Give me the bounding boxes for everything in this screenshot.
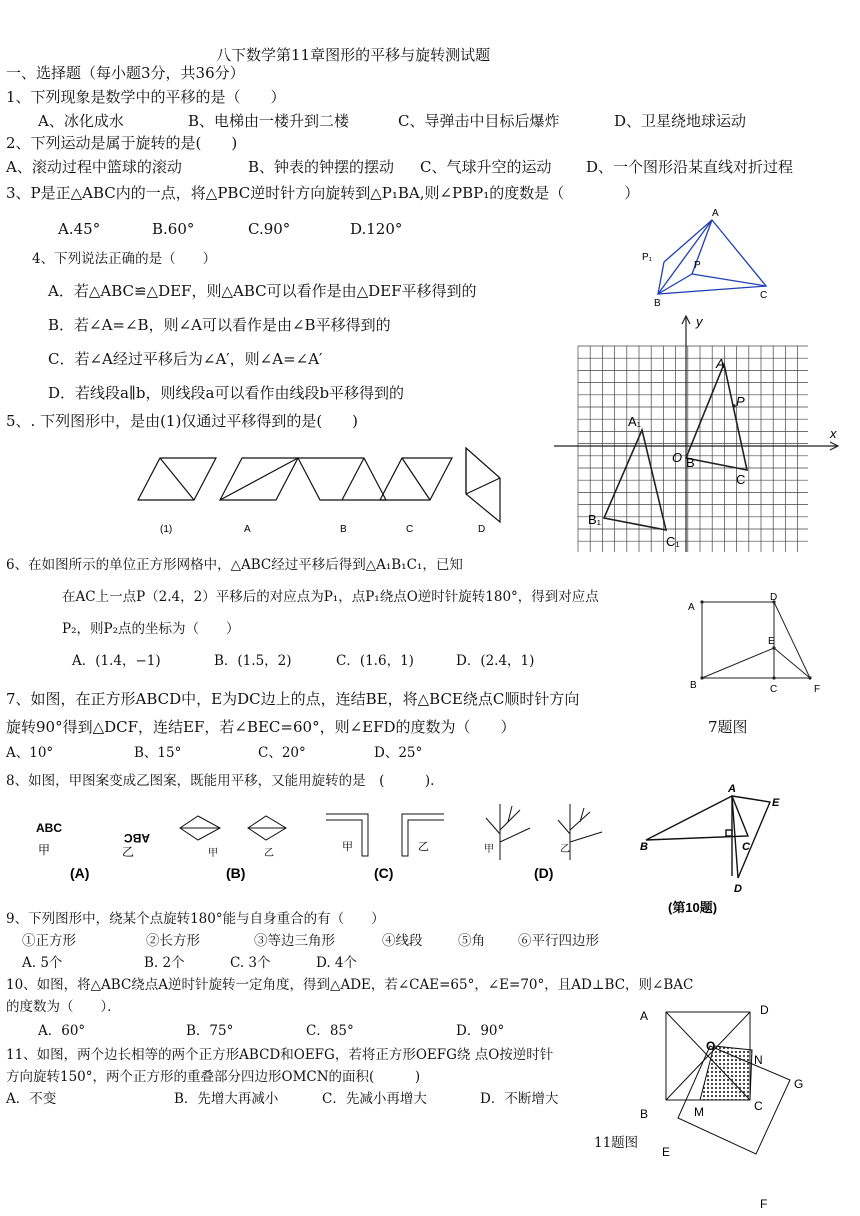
q10-triangle-figure xyxy=(636,780,796,920)
q8-pattern-figures xyxy=(30,802,620,886)
q8c-jia: 甲 xyxy=(342,841,353,853)
q8-stem: 8、如图，甲图案变成乙图案，既能用平移，又能用旋转的是 ( ). xyxy=(6,773,435,789)
q6-option-c: C．(1.6，1) xyxy=(336,653,414,669)
q10-option-c: C．85° xyxy=(306,1023,354,1039)
fig11-label-c: C xyxy=(754,1099,763,1113)
fig11-label-e: E xyxy=(662,1145,671,1159)
grid-label-a: A xyxy=(716,356,725,371)
fig7-label-a: A xyxy=(688,602,695,613)
q11-option-b: B．先增大再减小 xyxy=(174,1091,279,1107)
q11-line2: 方向旋转150°，两个正方形的重叠部分四边形OMCN的面积( ) xyxy=(6,1069,421,1085)
fig11-label-g: G xyxy=(794,1077,804,1091)
q1-option-c: C、导弹击中目标后爆炸 xyxy=(398,112,560,130)
fig7-label-b: B xyxy=(690,680,697,691)
q8d-jia: 甲 xyxy=(484,844,494,855)
q8-label-d: (D) xyxy=(534,865,554,881)
q2-option-d: D、一个图形沿某直线对折过程 xyxy=(586,158,794,176)
fig3-label-c: C xyxy=(760,290,768,301)
q8-label-b: (B) xyxy=(226,865,246,881)
fig11-label-m: M xyxy=(694,1105,704,1119)
q9-shape-1: ①正方形 xyxy=(22,933,76,949)
page-title: 八下数学第11章图形的平移与旋转测试题 xyxy=(216,46,491,64)
fig10-label-e: E xyxy=(772,797,780,809)
fig3-label-p1: P₁ xyxy=(642,252,653,263)
q6-option-a: A．(1.4，−1) xyxy=(72,653,161,669)
q3-option-a: A.45° xyxy=(58,220,101,238)
q8a-abc-rotated: ABC xyxy=(124,831,150,845)
q5-label-1: (1) xyxy=(160,524,173,535)
fig10-label-c: C xyxy=(742,841,750,853)
grid-coordinate-figure xyxy=(548,312,848,560)
fig10-label-b: B xyxy=(640,841,648,853)
fig3-label-a: A xyxy=(712,208,719,219)
q11-option-d: D．不断增大 xyxy=(480,1091,559,1107)
q3-option-d: D.120° xyxy=(350,220,403,238)
grid-label-a1: A₁ xyxy=(628,414,642,429)
q8-label-c: (C) xyxy=(374,865,394,881)
q4-stem: 4、下列说法正确的是（ ） xyxy=(32,251,217,267)
fig11-label-d: D xyxy=(760,1003,769,1017)
q8b-yi: 乙 xyxy=(264,848,274,859)
grid-label-c1: C₁ xyxy=(666,534,680,549)
fig7-label-f: F xyxy=(814,684,821,695)
q8b-jia: 甲 xyxy=(208,848,218,859)
fig10-caption: (第10题) xyxy=(668,900,718,915)
grid-label-y: y xyxy=(696,314,703,329)
q5-stem: 5、. 下列图形中，是由(1)仅通过平移得到的是( ) xyxy=(6,412,359,430)
q9-option-b: B. 2个 xyxy=(144,955,185,971)
q9-shape-4: ④线段 xyxy=(382,933,423,949)
q9-shape-6: ⑥平行四边形 xyxy=(518,933,599,949)
q3-triangle-figure xyxy=(630,200,790,310)
q8a-jia: 甲 xyxy=(38,843,51,857)
q5-label-d: D xyxy=(478,524,486,535)
fig7-label-d: D xyxy=(770,592,778,603)
q9-option-d: D. 4个 xyxy=(316,955,358,971)
q9-stem: 9、下列图形中，绕某个点旋转180°能与自身重合的有（ ） xyxy=(6,911,385,927)
grid-label-o: O xyxy=(672,450,683,465)
q6-option-d: D．(2.4，1) xyxy=(456,653,535,669)
q2-option-c: C、气球升空的运动 xyxy=(420,158,552,176)
q10-option-d: D．90° xyxy=(456,1023,505,1039)
q7-option-d: D、25° xyxy=(374,745,423,761)
fig11-label-f: F xyxy=(760,1197,768,1211)
q5-label-a: A xyxy=(244,524,251,535)
q1-option-b: B、电梯由一楼升到二楼 xyxy=(188,112,350,130)
fig11-label-o: O xyxy=(706,1039,716,1053)
q3-option-b: B.60° xyxy=(152,220,195,238)
q7-line1: 7、如图，在正方形ABCD中，E为DC边上的点，连结BE，将△BCE绕点C顺时针方向 xyxy=(6,690,580,708)
grid-label-b1: B₁ xyxy=(588,512,602,527)
q4-option-b: B．若∠A=∠B，则∠A可以看作是由∠B平移得到的 xyxy=(48,316,391,334)
q7-option-c: C、20° xyxy=(258,745,306,761)
fig7-label-e: E xyxy=(768,636,775,647)
q7-square-figure xyxy=(686,588,836,698)
q5-parallelogram-figures xyxy=(130,444,510,540)
q9-shape-3: ③等边三角形 xyxy=(254,933,335,949)
q11-caption: 11题图 xyxy=(594,1135,639,1151)
q8a-abc: ABC xyxy=(36,821,62,835)
fig11-label-b: B xyxy=(640,1107,649,1121)
q6-line3: P₂，则P₂点的坐标为（ ） xyxy=(62,621,240,637)
fig11-label-a: A xyxy=(640,1009,649,1023)
q9-option-a: A. 5个 xyxy=(22,955,63,971)
q11-line1: 11、如图，两个边长相等的两个正方形ABCD和OEFG，若将正方形OEFG绕 点O按逆时针 xyxy=(6,1047,554,1063)
q5-label-c: C xyxy=(406,524,414,535)
q11-option-c: C．先减小再增大 xyxy=(322,1091,427,1107)
grid-label-c: C xyxy=(736,472,746,487)
q1-stem: 1、下列现象是数学中的平移的是（ ） xyxy=(6,88,286,106)
q10-line1: 10、如图，将△ABC绕点A逆时针旋转一定角度，得到△ADE，若∠CAE=65°，∠E=70°，且AD⊥BC，则∠BAC xyxy=(6,977,694,993)
fig10-label-d: D xyxy=(734,883,742,895)
q9-shape-5: ⑤角 xyxy=(458,933,485,949)
q10-option-b: B．75° xyxy=(186,1023,234,1039)
q3-stem: 3、P是正△ABC内的一点，将△PBC逆时针方向旋转到△P₁BA,则∠PBP₁的度数是（ ） xyxy=(6,184,640,202)
q7-option-a: A、10° xyxy=(6,745,54,761)
q11-square-figure xyxy=(630,998,820,1212)
q8-label-a: (A) xyxy=(70,865,90,881)
q4-option-c: C．若∠A经过平移后为∠A′，则∠A=∠A′ xyxy=(48,350,323,368)
q2-stem: 2、下列运动是属于旋转的是( ) xyxy=(6,134,238,152)
q4-option-d: D．若线段a∥b，则线段a可以看作由线段b平移得到的 xyxy=(48,384,405,402)
q7-option-b: B、15° xyxy=(134,745,182,761)
fig3-label-p: P xyxy=(694,260,701,271)
q7-caption: 7题图 xyxy=(708,718,748,736)
grid-label-p: P xyxy=(736,394,745,409)
q9-option-c: C. 3个 xyxy=(230,955,271,971)
fig11-label-n: N xyxy=(754,1053,763,1067)
q1-option-d: D、卫星绕地球运动 xyxy=(614,112,747,130)
fig7-label-c: C xyxy=(770,684,778,695)
q1-option-a: A、冰化成水 xyxy=(38,112,124,130)
grid-label-x: x xyxy=(830,426,837,441)
q8d-yi: 乙 xyxy=(560,844,570,855)
grid-label-b: B xyxy=(686,455,695,470)
fig10-label-a: A xyxy=(728,783,736,795)
q7-line2: 旋转90°得到△DCF，连结EF，若∠BEC=60°，则∠EFD的度数为（ ） xyxy=(6,718,516,736)
q6-option-b: B．(1.5，2) xyxy=(214,653,292,669)
q10-option-a: A．60° xyxy=(38,1023,86,1039)
section-heading: 一、选择题（每小题3分，共36分） xyxy=(6,64,245,82)
q8c-yi: 乙 xyxy=(418,841,429,853)
q11-option-a: A．不变 xyxy=(6,1091,57,1107)
q3-option-c: C.90° xyxy=(248,220,291,238)
q4-option-a: A．若△ABC≌△DEF，则△ABC可以看作是由△DEF平移得到的 xyxy=(48,282,477,300)
q6-line1: 6、在如图所示的单位正方形网格中，△ABC经过平移后得到△A₁B₁C₁，已知 xyxy=(6,557,463,573)
q8a-yi: 乙 xyxy=(122,845,135,859)
q6-line2: 在AC上一点P（2.4，2）平移后的对应点为P₁，点P₁绕点O逆时针旋转180°，得到对应点 xyxy=(62,589,599,605)
q10-line2: 的度数为（ ）． xyxy=(6,999,121,1015)
q2-option-a: A、滚动过程中篮球的滚动 xyxy=(6,158,182,176)
q5-label-b: B xyxy=(340,524,347,535)
q2-option-b: B、钟表的钟摆的摆动 xyxy=(248,158,395,176)
fig3-label-b: B xyxy=(654,298,661,309)
q9-shape-2: ②长方形 xyxy=(146,933,200,949)
